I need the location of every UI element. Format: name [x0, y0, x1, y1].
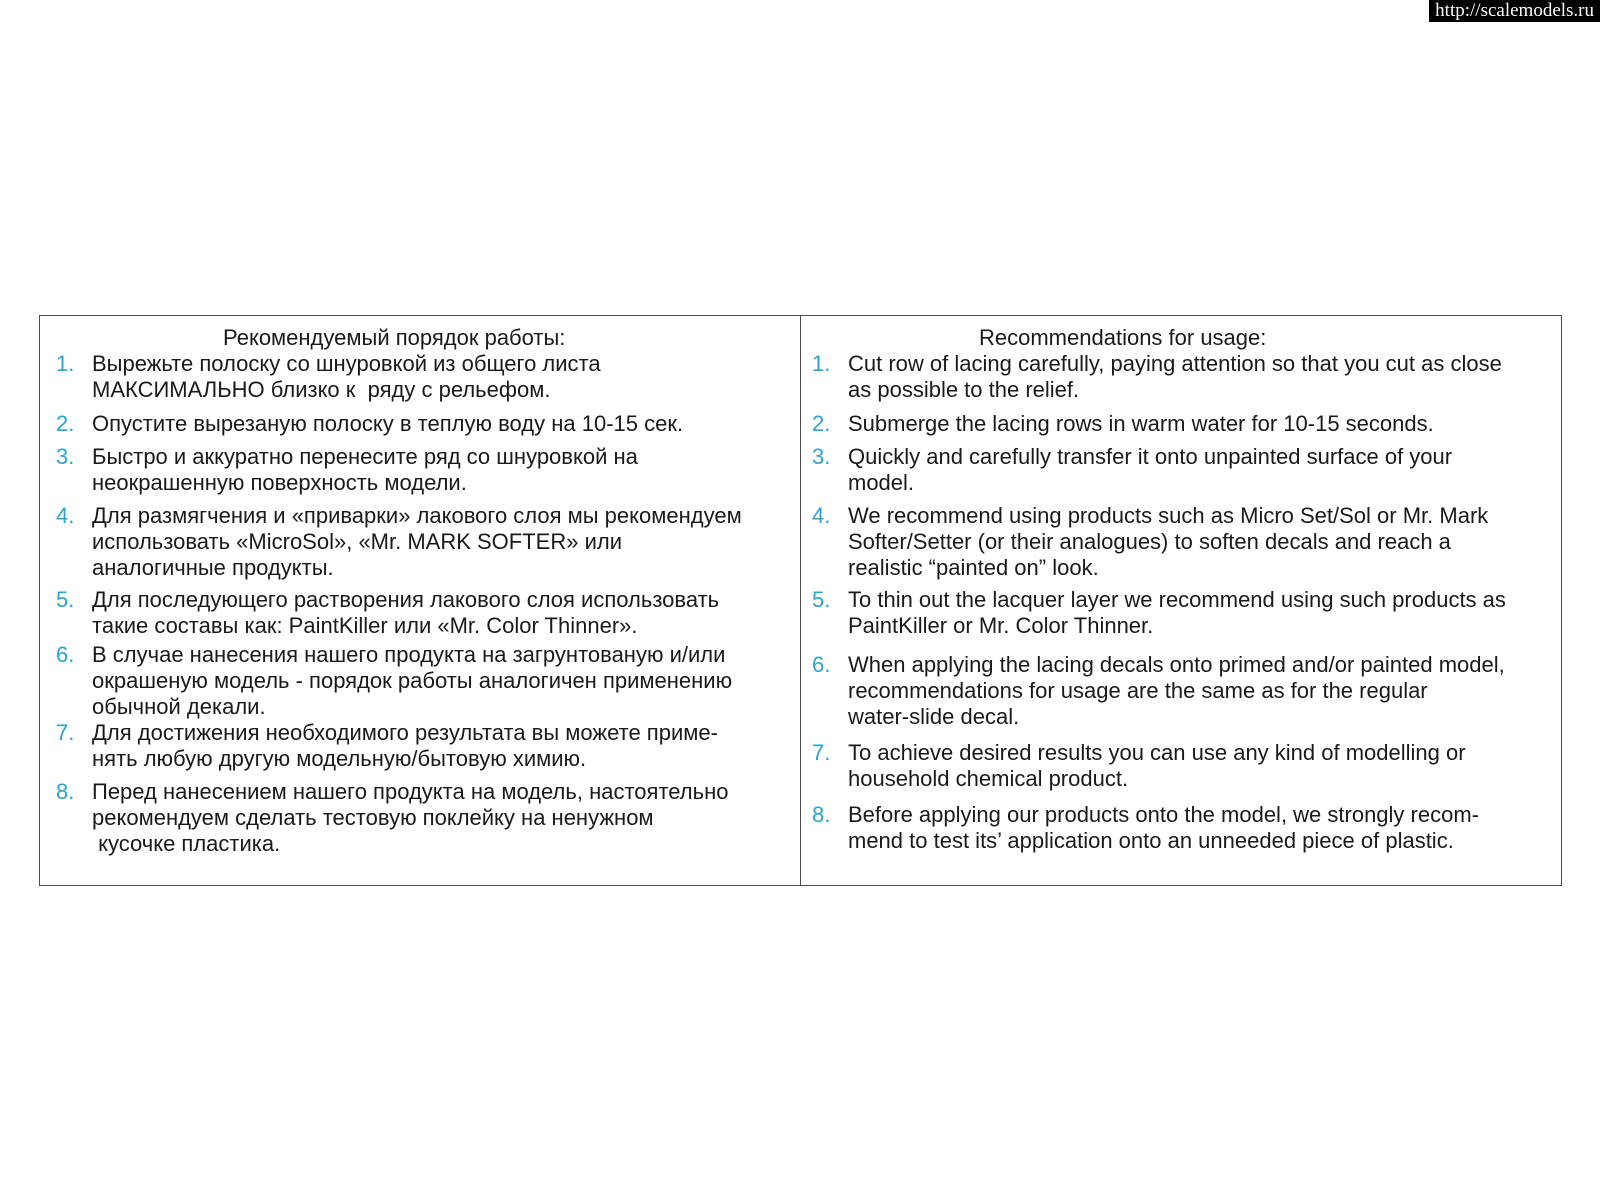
russian-step-line: аналогичные продукты. [92, 555, 334, 580]
english-step-number: 5. [812, 587, 831, 612]
english-steps-list [812, 351, 1553, 854]
russian-step-line: рекомендуем сделать тестовую поклейку на ненужном [92, 805, 654, 830]
english-step-2 [812, 411, 1553, 437]
english-step-text [848, 587, 1553, 639]
english-step-number: 7. [812, 740, 831, 765]
russian-step-text [92, 444, 792, 496]
russian-step-line: МАКСИМАЛЬНО близко к ряду с рельефом. [92, 377, 551, 402]
english-step-line: as possible to the relief. [848, 377, 1080, 402]
russian-step-2 [56, 411, 792, 437]
english-step-line: Softer/Setter (or their analogues) to soften decals and reach a [848, 529, 1451, 554]
english-step-text [848, 652, 1553, 730]
english-step-line: water-slide decal. [848, 704, 1020, 729]
english-step-8 [812, 802, 1553, 854]
english-step-number: 6. [812, 652, 831, 677]
russian-step-5 [56, 587, 792, 639]
english-step-text [848, 411, 1553, 437]
russian-step-text [92, 642, 792, 720]
russian-step-line: В случае нанесения нашего продукта на загрунтованую и/или [92, 642, 726, 667]
english-step-1 [812, 351, 1553, 403]
english-step-line: Quickly and carefully transfer it onto unpainted surface of your [848, 444, 1453, 469]
russian-step-line: нять любую другую модельную/бытовую химию. [92, 746, 587, 771]
english-step-line: PaintKiller or Mr. Color Thinner. [848, 613, 1154, 638]
english-step-5 [812, 587, 1553, 639]
russian-step-line: такие составы как: PaintKiller или «Mr. Color Thinner». [92, 613, 638, 638]
instructions-table [39, 315, 1562, 886]
russian-step-3 [56, 444, 792, 496]
english-step-text [848, 802, 1553, 854]
english-column [801, 316, 1561, 885]
english-step-number: 3. [812, 444, 831, 469]
russian-step-4 [56, 503, 792, 581]
russian-step-line: неокрашенную поверхность модели. [92, 470, 467, 495]
russian-step-6 [56, 642, 792, 720]
english-step-text [848, 503, 1553, 581]
russian-step-line: кусочке пластика. [92, 831, 281, 856]
russian-step-text [92, 411, 792, 437]
russian-step-number: 1. [56, 351, 75, 376]
english-step-number: 1. [812, 351, 831, 376]
russian-step-line: Для достижения необходимого результата вы можете приме- [92, 720, 718, 745]
english-step-6 [812, 652, 1553, 730]
russian-step-number: 7. [56, 720, 75, 745]
english-step-line: model. [848, 470, 915, 495]
russian-step-line: Опустите вырезаную полоску в теплую воду на 10-15 сек. [92, 411, 684, 436]
russian-step-line: Для последующего растворения лакового слоя использовать [92, 587, 720, 612]
english-step-line: household chemical product. [848, 766, 1129, 791]
russian-step-number: 2. [56, 411, 75, 436]
english-step-line: To achieve desired results you can use any kind of modelling or [848, 740, 1466, 765]
russian-step-number: 5. [56, 587, 75, 612]
russian-step-line: Быстро и аккуратно перенесите ряд со шнуровкой на [92, 444, 638, 469]
russian-step-text [92, 351, 792, 403]
russian-steps-list [56, 351, 792, 857]
russian-step-number: 3. [56, 444, 75, 469]
russian-step-text [92, 779, 792, 857]
russian-step-line: окрашеную модель - порядок работы аналогичен применению [92, 668, 733, 693]
english-heading: Recommendations for usage: [979, 325, 1267, 350]
russian-step-line: Перед нанесением нашего продукта на модель, настоятельно [92, 779, 729, 804]
english-step-number: 2. [812, 411, 831, 436]
english-step-line: realistic “painted on” look. [848, 555, 1099, 580]
russian-step-line: обычной декали. [92, 694, 266, 719]
russian-step-line: Вырежьте полоску со шнуровкой из общего листа [92, 351, 601, 376]
english-step-line: Submerge the lacing rows in warm water for 10-15 seconds. [848, 411, 1434, 436]
russian-column [40, 316, 801, 885]
english-step-text [848, 444, 1553, 496]
english-step-line: Before applying our products onto the model, we strongly recom- [848, 802, 1479, 827]
russian-step-number: 8. [56, 779, 75, 804]
watermark-url: http://scalemodels.ru [1429, 0, 1600, 22]
russian-step-text [92, 503, 792, 581]
russian-step-line: Для размягчения и «приварки» лакового слоя мы рекомендуем [92, 503, 742, 528]
russian-step-1 [56, 351, 792, 403]
russian-step-8 [56, 779, 792, 857]
russian-step-text [92, 720, 792, 772]
english-step-line: Cut row of lacing carefully, paying attention so that you cut as close [848, 351, 1502, 376]
english-step-line: When applying the lacing decals onto primed and/or painted model, [848, 652, 1505, 677]
english-step-text [848, 351, 1553, 403]
russian-heading: Рекомендуемый порядок работы: [223, 325, 566, 350]
english-step-line: To thin out the lacquer layer we recommend using such products as [848, 587, 1506, 612]
english-step-7 [812, 740, 1553, 792]
english-step-line: We recommend using products such as Micro Set/Sol or Mr. Mark [848, 503, 1489, 528]
russian-step-line: использовать «MicroSol», «Mr. MARK SOFTER» или [92, 529, 622, 554]
russian-step-text [92, 587, 792, 639]
russian-step-number: 6. [56, 642, 75, 667]
russian-step-7 [56, 720, 792, 772]
english-step-line: recommendations for usage are the same as for the regular [848, 678, 1428, 703]
english-step-4 [812, 503, 1553, 581]
english-step-3 [812, 444, 1553, 496]
russian-step-number: 4. [56, 503, 75, 528]
english-step-line: mend to test its’ application onto an unneeded piece of plastic. [848, 828, 1454, 853]
english-step-number: 8. [812, 802, 831, 827]
english-step-number: 4. [812, 503, 831, 528]
english-step-text [848, 740, 1553, 792]
